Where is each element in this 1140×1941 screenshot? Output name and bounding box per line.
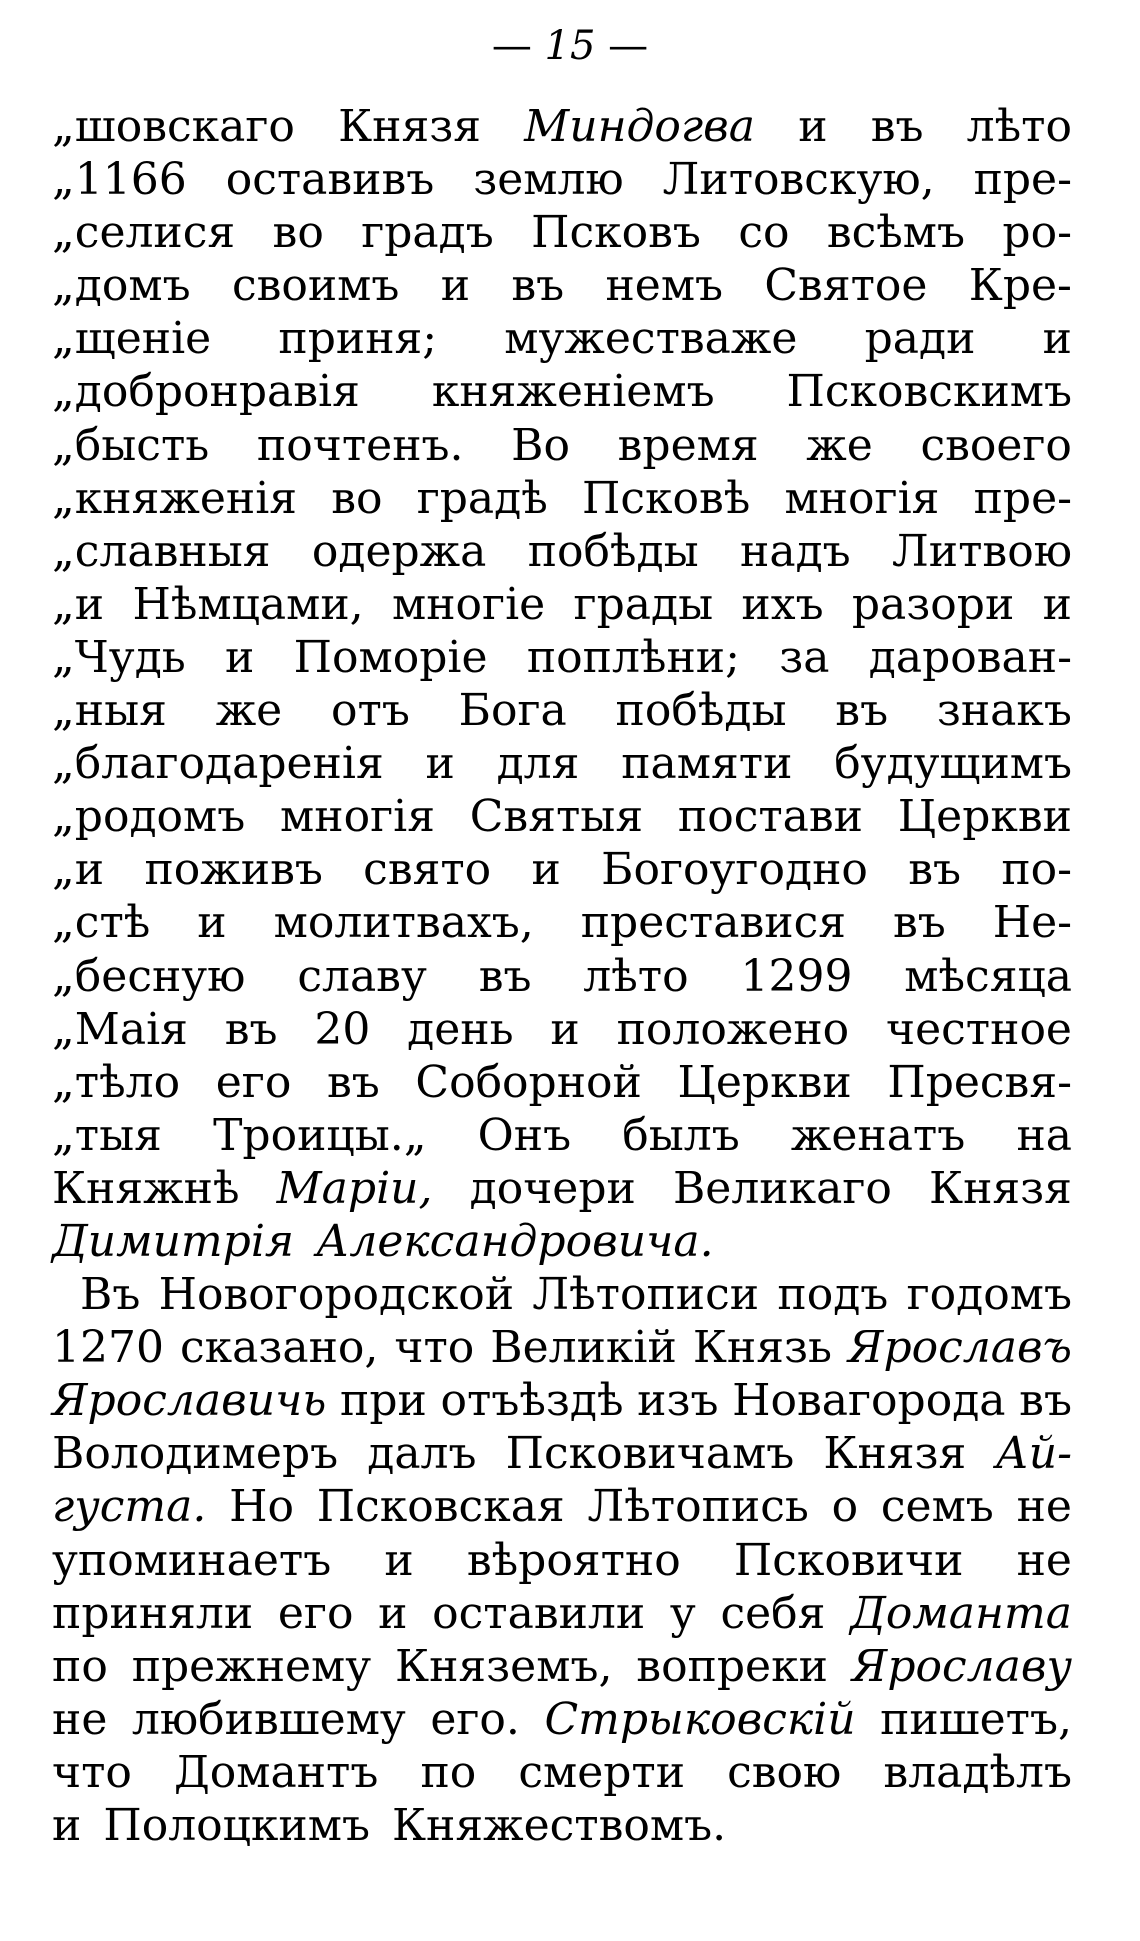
text-line: „и Нѣмцами, многіе грады ихъ разори и — [52, 578, 1072, 630]
text-line: по прежнему Княземъ, вопреки Ярославу — [52, 1640, 1072, 1692]
text-line: „и поживъ свято и Богоугодно въ по- — [52, 844, 1072, 896]
page-text — [52, 100, 1072, 1852]
text-line: густа. Но Псковская Лѣтопись о семъ не — [52, 1481, 1072, 1533]
text-line: „тыя Троицы.„ Онъ былъ женатъ на — [52, 1109, 1072, 1161]
header-dash-right: — — [608, 23, 649, 69]
text-line: „добронравія княженіемъ Псковскимъ — [52, 366, 1072, 418]
text-line: „княженія во градѣ Псковѣ многія пре- — [52, 472, 1072, 524]
text-line: „славныя одержа побѣды надъ Литвою — [52, 525, 1072, 577]
text-line: Володимеръ далъ Псковичамъ Князя Ай- — [52, 1428, 1072, 1480]
text-line: „ныя же отъ Бога побѣды въ знакъ — [52, 685, 1072, 737]
text-line: приняли его и оставили у себя Доманта — [52, 1587, 1072, 1639]
text-line: что Домантъ по смерти свою владѣлъ — [52, 1746, 1072, 1798]
text-line: Въ Новогородской Лѣтописи подъ годомъ — [80, 1269, 1072, 1321]
text-line: 1270 сказано, что Великій Князь Ярославъ — [52, 1322, 1072, 1374]
text-line: не любившему его. Стрыковскій пишетъ, — [52, 1693, 1072, 1745]
text-line: „бесную славу въ лѣто 1299 мѣсяца — [52, 950, 1072, 1002]
text-line: „бысть почтенъ. Во время же своего — [52, 419, 1072, 471]
text-line: „селися во градъ Псковъ со всѣмъ ро- — [52, 207, 1072, 259]
page-number: 15 — [544, 23, 596, 69]
header-dash-left: — — [491, 23, 532, 69]
text-line: „тѣло его въ Соборной Церкви Пресвя- — [52, 1056, 1072, 1108]
page-header — [0, 22, 1140, 70]
text-line: „Чудь и Поморіе поплѣни; за дарован- — [52, 631, 1072, 683]
text-line: „1166 оставивъ землю Литовскую, пре- — [52, 154, 1072, 206]
text-line: „родомъ многія Святыя постави Церкви — [52, 791, 1072, 843]
text-line: Княжнѣ Маріи, дочери Великаго Князя — [52, 1162, 1072, 1214]
text-line: „шовскаго Князя Миндогва и въ лѣто — [52, 101, 1072, 152]
text-line: „стѣ и молитвахъ, преставися въ Не- — [52, 897, 1072, 949]
text-line: „благодаренія и для памяти будущимъ — [52, 738, 1072, 790]
text-line: Димитрія Александровича. — [52, 1215, 714, 1267]
text-line: упоминаетъ и вѣроятно Псковичи не — [52, 1534, 1072, 1586]
text-line: „Маія въ 20 день и положено честное — [52, 1003, 1072, 1055]
text-line: Ярославичь при отъѣздѣ изъ Новагорода въ — [52, 1375, 1072, 1427]
text-line: „домъ своимъ и въ немъ Святое Кре- — [52, 260, 1072, 312]
text-line: „щеніе приня; мужествaже ради и — [52, 313, 1072, 365]
text-line: и Полоцкимъ Княжествомъ. — [52, 1800, 727, 1851]
